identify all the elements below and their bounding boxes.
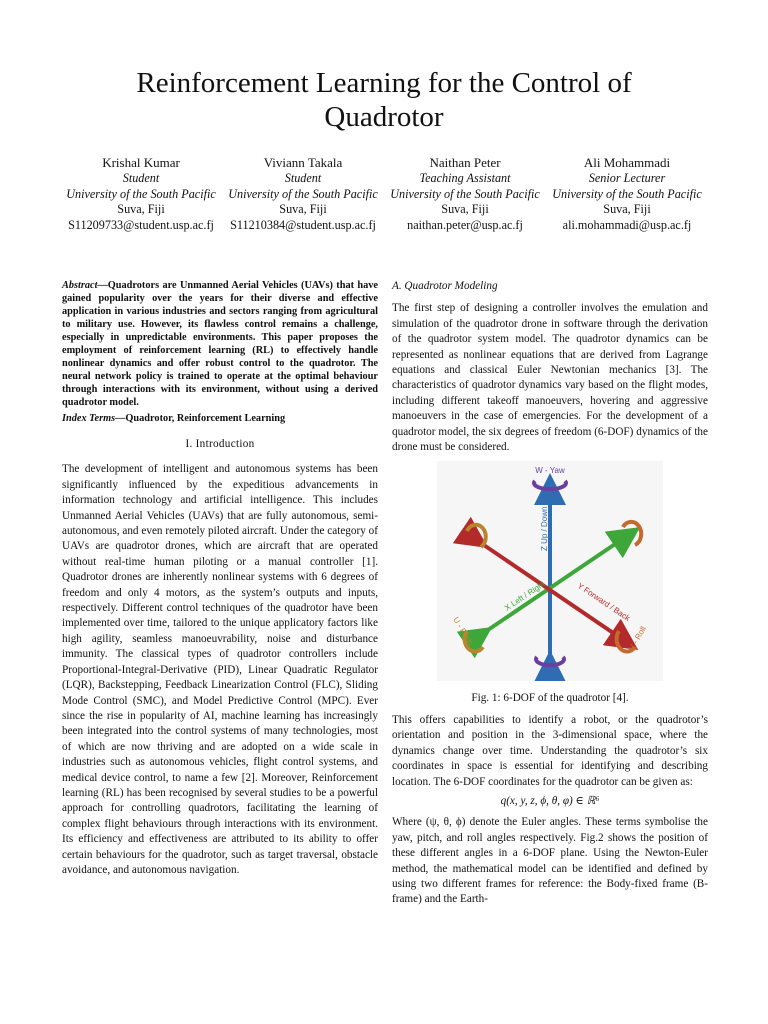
x-label: X Left / Right [503, 579, 547, 614]
author-email: S11210384@student.usp.ac.fj [230, 218, 376, 233]
paragraph-after-figure: This offers capabilities to identify a robot, or the quadrotor’s orientation and position in the 3-dimensional space, where the dynamics change over time. Understanding the quadrotor’s six coordinates in space is essential for identifying and describing location. The 6-DOF coordinates for the quadrotor can be given as: [392, 713, 708, 788]
subsection-heading: A. Quadrotor Modeling [392, 280, 498, 292]
title-line-2: Quadrotor [324, 101, 444, 133]
intro-paragraph: The development of intelligent and autonomous systems has been significantly influenced by the expeditious advancements in information technology and artificial intelligence. This includes Unmanned Aerial Vehicles (UAVs) that are fully autonomous, semi-autonomous, and even remotely piloted aircraft. Under the category of UAVs are quadrotor drones, which are aircraft that are operated without real-time human piloting or a manual controller [1]. Quadrotor drones are inherently nonlinear systems with 6 degrees of freedom and only 4 motors, as the system’s outputs and inputs, respectively. Different control techniques of the quadrotor have been implemented over time, tailored to the unique applicatory factors like high agility, seamless manoeuvrability, noise and disturbance immunity. The classical types of quadrotor controllers include Proportional-Integral-Derivative (PID), Linear Quadratic Regulator (LQR), Backstepping, Feedback Linearization Control (FLC), Sliding Mode Control (SMC), and Model Predictive Control (MPC). Ever since the rise in popularity of AI, machine learning has increasingly been integrated into the control systems of many technologies, most of which are now thriving and are adopted on a wide scale in industries such as autonomous vehicles, flight control systems, and medical device control, to name a few [2]. Moreover, Reinforcement learning (RL) has been recognised by several studies to be a powerful approach for controlling quadrotors, facilitating the learning of complex flight behaviours through interactions with its environment. Its efficiency and effectiveness are attributed to its ability to offer certain behaviours for the quadrotor, such as target traversal, obstacle avoidance, and autonomous navigation. [62, 463, 378, 876]
author-2 [222, 155, 384, 234]
modeling-paragraph: The first step of designing a controller involves the emulation and simulation of the quadrotor drone in software through the derivation of the quadrotor system model. The quadrotor dynamics can be represented as nonlinear equations that are derived from Lagrange equations and classical Euler Newtonian mechanics [3]. The characteristics of quadrotor dynamics vary based on the flight modes, including different takeoff manoeuvers, hovering and aggressive manoeuvers in the case of emergencies. For the development of a quadrotor model, the six degrees of freedom (6-DOF) dynamics of the drone must be considered. [392, 302, 708, 454]
author-affiliation: University of the South Pacific [228, 186, 378, 201]
section-heading: I. Introduction [185, 438, 255, 450]
author-block [60, 155, 708, 234]
yaw-rotation-icon [534, 481, 566, 489]
author-3 [384, 155, 546, 234]
title-line-1: Reinforcement Learning for the Control of [136, 67, 632, 99]
right-column [392, 279, 708, 908]
author-email: naithan.peter@usp.ac.fj [407, 218, 523, 233]
abstract-text: —Quadrotors are Unmanned Aerial Vehicles (UAVs) that have gained popularity over the years for their diverse and effective application in various industries and sectors ranging from agricultural to military use. However, its flawless control remains a challenge, especially in unpredictable environments. This paper proposes the employment of reinforcement learning (RL) to effectively handle nonlinear dynamics and offer robust control to the quadrotor. The neural network policy is trained to operate at the optimal behaviour through interactions with its environment, without using a derived quadrotor model. [62, 280, 378, 408]
x-axis-arrow [479, 536, 627, 636]
author-email: S11209733@student.usp.ac.fj [68, 218, 214, 233]
author-1 [60, 155, 222, 234]
author-name: Viviann Takala [263, 155, 343, 170]
author-location: Suva, Fiji [603, 202, 651, 217]
author-role: Student [284, 170, 322, 185]
left-column [62, 279, 378, 878]
roll-label: V - Roll [626, 625, 648, 653]
author-email: ali.mohammadi@usp.ac.fj [562, 218, 692, 233]
author-name: Ali Mohammadi [583, 155, 671, 170]
author-location: Suva, Fiji [117, 202, 165, 217]
dof-figure [437, 461, 663, 681]
author-location: Suva, Fiji [279, 202, 327, 217]
author-name: Krishal Kumar [102, 155, 180, 170]
pitch-rotation-icon [467, 525, 486, 547]
figure-caption: Fig. 1: 6-DOF of the quadrotor [4]. [471, 692, 629, 705]
y-label: Y Forward / Back [575, 581, 632, 624]
abstract-label: Abstract [62, 280, 98, 291]
index-terms-text: —Quadrotor, Reinforcement Learning [115, 413, 286, 424]
author-role: Student [122, 170, 160, 185]
author-name: Naithan Peter [429, 155, 501, 170]
final-paragraph: Where (ψ, θ, ϕ) denote the Euler angles. These terms symbolise the yaw, pitch, and roll angles respectively. Fig.2 shows the position of these different angles in a 6-DOF plane. Using the Newton-Euler method, the mathematical model can be identified and defined by using two different frames for reference: the Body-fixed frame (B-frame) and the Earth- [392, 816, 708, 906]
author-affiliation: University of the South Pacific [390, 186, 540, 201]
roll-rotation-icon [623, 522, 641, 545]
author-4 [546, 155, 708, 234]
pitch-label: U - Pitch [451, 615, 475, 648]
author-role: Teaching Assistant [419, 170, 511, 185]
abstract [62, 279, 378, 409]
equation: q(x, y, z, ϕ, θ, φ) ∈ ℝ⁶ [500, 794, 600, 807]
author-affiliation: University of the South Pacific [552, 186, 702, 201]
author-affiliation: University of the South Pacific [66, 186, 216, 201]
paper-title [0, 66, 768, 134]
dof-diagram [437, 461, 663, 681]
z-label: Z Up / Down [540, 507, 549, 552]
index-terms [62, 412, 378, 425]
yaw-label: W - Yaw [535, 466, 565, 476]
index-terms-label: Index Terms [62, 413, 116, 424]
author-role: Senior Lecturer [588, 170, 666, 185]
author-location: Suva, Fiji [441, 202, 489, 217]
